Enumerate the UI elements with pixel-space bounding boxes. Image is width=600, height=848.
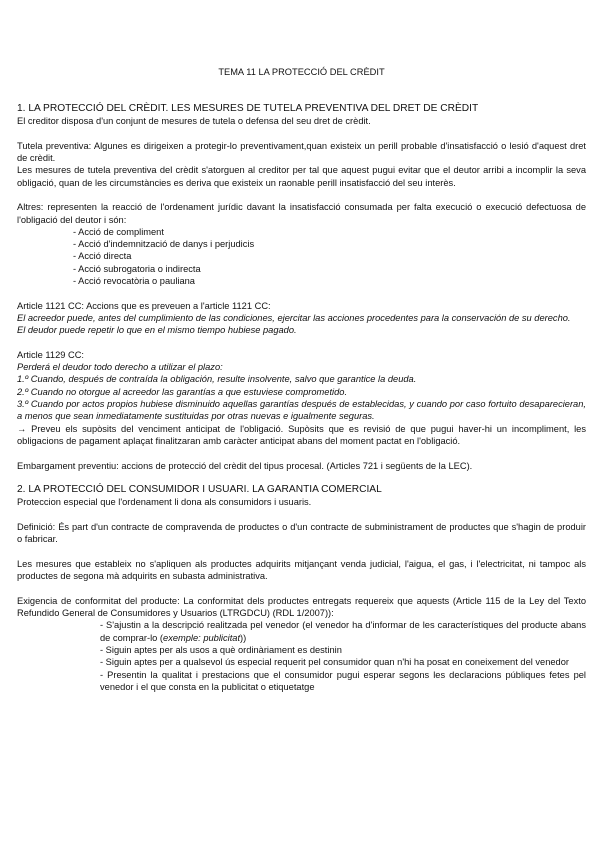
document-page (17, 66, 586, 693)
article-1129-heading: Article 1129 CC: (17, 349, 84, 360)
section1-heading: 1. LA PROTECCIÓ DEL CRÈDIT. LES MESURES DE TUTELA PREVENTIVA DEL DRET DE CRÈDIT (17, 102, 479, 114)
article-1121-text-2: El deudor puede repetir lo que en el mismo tiempo hubiese pagado. (17, 325, 297, 336)
article-1129-line: 1.º Cuando, después de contraída la obligación, resulte insolvente, salvo que garantice la deuda. (17, 374, 417, 385)
section2-heading: 2. LA PROTECCIÓ DEL CONSUMIDOR I USUARI. LA GARANTIA COMERCIAL (17, 484, 382, 496)
list-item: - Acció revocatòria o pauliana (73, 276, 195, 287)
exigencia-paragraph: Exigencia de conformitat del producte: La conformitat dels productes entregats requereix que aquests (Article 115 de la Ley del Texto Refundido General de Consumidores y Usuarios (LTRGDCU) (RDL 1/2007)): (17, 595, 586, 619)
list-item: - Acció de compliment (73, 226, 164, 237)
req1-example: exemple: publicitat (163, 632, 241, 643)
actions-list (17, 226, 586, 287)
list-item: - Acció subrogatoria o indirecta (73, 263, 201, 274)
page-title: TEMA 11 LA PROTECCIÓ DEL CRÈDIT (218, 67, 385, 77)
requirements-list (17, 619, 586, 693)
list-item: - Acció directa (73, 251, 132, 262)
article-1121-heading: Article 1121 CC: Accions que es preveuen a l'article 1121 CC: (17, 300, 271, 311)
list-item: - Acció d'indemnització de danys i perjudicis (73, 239, 255, 250)
embargament-paragraph: Embargament preventiu: accions de protecció del crèdit del tipus procesal. (Articles 721 i següents de la LEC). (17, 460, 473, 471)
article-1121-text-1: El acreedor puede, antes del cumplimiento de las condiciones, ejercitar las acciones procedentes para la conservación de su derecho. (17, 312, 571, 323)
section2-intro: Proteccion especial que l'ordenament li dona als consumidors i usuaris. (17, 497, 312, 508)
definicio-paragraph: Definició: És part d'un contracte de compravenda de productes o d'un contracte de subministrament de productes que s'hagin de produir o fabricar. (17, 521, 586, 545)
list-item: - Siguin aptes per a qualsevol ús especial requerit pel consumidor quan n'hi ha posat en coneixement del venedor (100, 657, 569, 668)
list-item (100, 619, 586, 644)
altres-paragraph: Altres: representen la reacció de l'ordenament jurídic davant la insatisfacció consumada per falta execució o execució defectuosa de l'obligació del deutor i són: (17, 202, 586, 225)
arrow-note: → Preveu els supòsits del venciment anticipat de l'obligació. Supòsits que es revisió de que pugui haver-hi un incompliment, les obligacions de pagament aplaçat finalitzaran amb caràcter anticipat abans del moment pactat en l'obligació. (17, 423, 586, 446)
tutela-paragraph-2: Les mesures de tutela preventiva del crèdit s'atorguen al creditor per tal que aquest pugui evitar que el deutor arribi a incomplir la seva obligació, quan de les circumstàncies es deriva que existeix un raonable perill insatisfacció del seu interès. (17, 165, 586, 188)
section1-intro: El creditor disposa d'un conjunt de mesures de tutela o defensa del seu dret de crèdit. (17, 116, 371, 127)
article-1129-line: 3.º Cuando por actos propios hubiese disminuido aquellas garantías después de establecidas, y cuando por caso fortuito desaparecieran, a menos que sean inmediatamente sustituidas por otras nuevas e igualmente seguras. (17, 399, 586, 422)
list-item: - Siguin aptes per als usos a què ordinàriament es destinin (100, 644, 342, 655)
mesures-paragraph: Les mesures que estableix no s'apliquen als productes adquirits mitjançant venda judicial, l'aigua, el gas, i l'electricitat, ni tampoc als productes de segona mà adquirits en subasta administrativa. (17, 558, 586, 582)
article-1129-line: Perderá el deudor todo derecho a utilizar el plazo: (17, 362, 223, 373)
article-1129-line: 2.º Cuando no otorgue al acreedor las garantías a que estuviese comprometido. (17, 386, 348, 397)
tutela-paragraph-1: Tutela preventiva: Algunes es dirigeixen a protegir-lo preventivament,quan existeix un perill probable d'insatisfacció o lesió d'aquest dret de crèdit. (17, 140, 586, 164)
req1-close: )) (240, 632, 247, 643)
list-item: - Presentin la qualitat i prestacions que el consumidor pugui esperar segons les declaracions públiques fetes pel venedor i el que consta en la publicitat o etiquetatge (100, 669, 586, 692)
req1-text: - S'ajustin a la descripció realitzada pel venedor (el venedor ha d'informar de les característiques del producte abans de comprar-lo ( (100, 620, 586, 643)
